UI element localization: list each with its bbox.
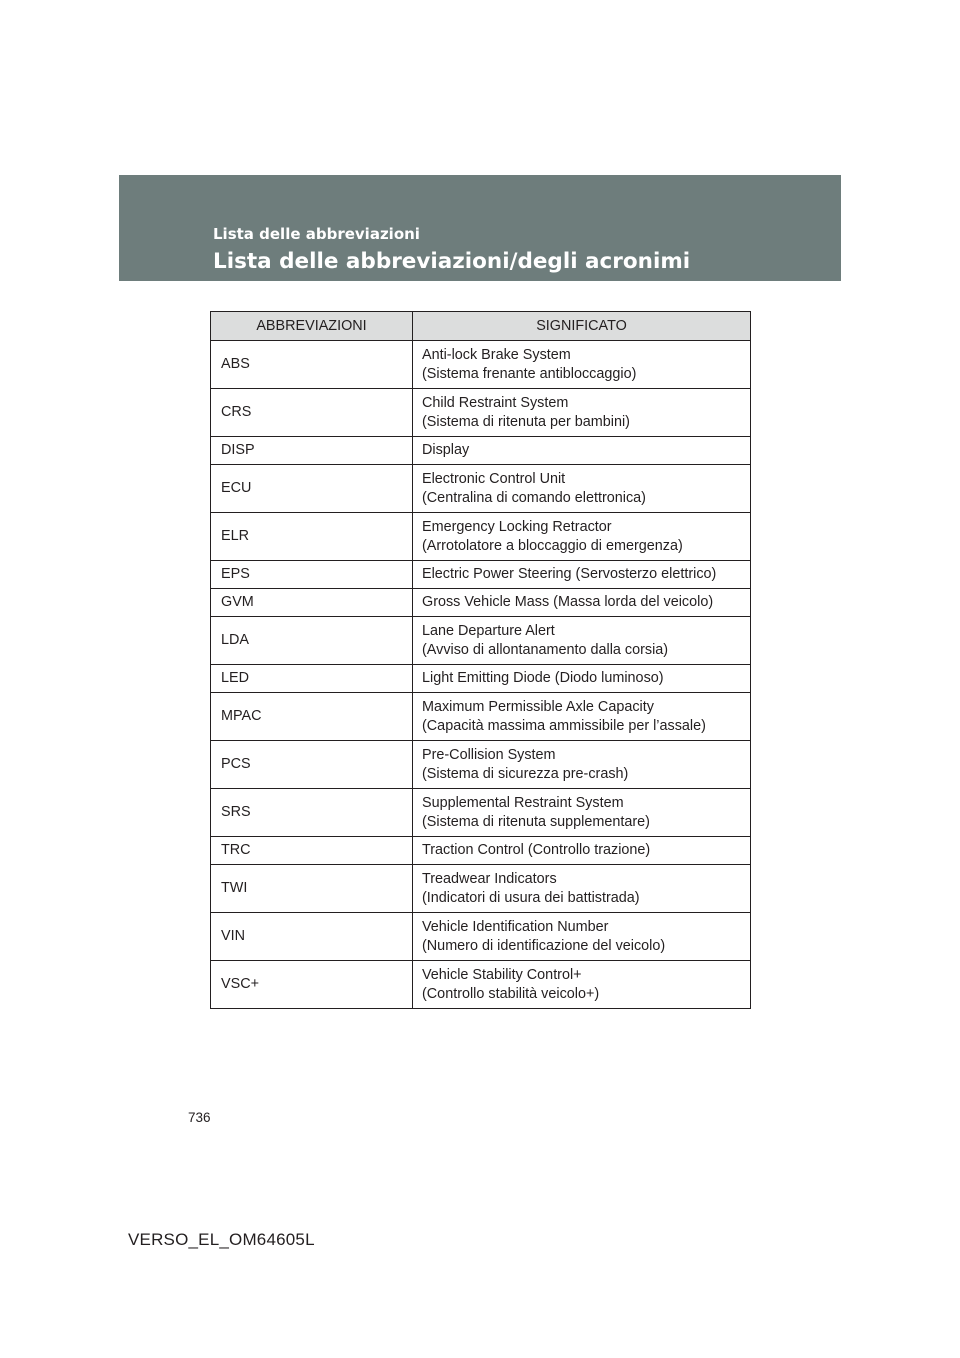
column-header-abbreviations: ABBREVIAZIONI	[211, 312, 413, 341]
abbreviation-cell: GVM	[211, 589, 413, 617]
table-row	[211, 913, 751, 961]
meaning-cell: Gross Vehicle Mass (Massa lorda del veicolo)	[413, 589, 751, 617]
table-row	[211, 561, 751, 589]
meaning-cell: Maximum Permissible Axle Capacity (Capacità massima ammissibile per l’assale)	[413, 693, 751, 741]
meaning-cell: Emergency Locking Retractor (Arrotolatore a bloccaggio di emergenza)	[413, 513, 751, 561]
table-row	[211, 865, 751, 913]
abbreviation-cell: LDA	[211, 617, 413, 665]
meaning-cell: Vehicle Identification Number (Numero di identificazione del veicolo)	[413, 913, 751, 961]
table-row	[211, 741, 751, 789]
table-row	[211, 789, 751, 837]
table-row	[211, 837, 751, 865]
meaning-cell: Anti-lock Brake System (Sistema frenante antibloccaggio)	[413, 341, 751, 389]
table-row	[211, 465, 751, 513]
table-row	[211, 589, 751, 617]
abbreviation-cell: LED	[211, 665, 413, 693]
meaning-cell: Electric Power Steering (Servosterzo elettrico)	[413, 561, 751, 589]
meaning-cell: Light Emitting Diode (Diodo luminoso)	[413, 665, 751, 693]
abbreviation-cell: EPS	[211, 561, 413, 589]
abbreviation-cell: VIN	[211, 913, 413, 961]
table-row	[211, 961, 751, 1009]
abbreviation-cell: ECU	[211, 465, 413, 513]
abbreviation-cell: VSC+	[211, 961, 413, 1009]
section-banner	[119, 175, 841, 281]
abbreviation-cell: TWI	[211, 865, 413, 913]
table-row	[211, 665, 751, 693]
table-row	[211, 341, 751, 389]
document-code: VERSO_EL_OM64605L	[128, 1230, 315, 1249]
abbreviation-cell: TRC	[211, 837, 413, 865]
column-header-meaning: SIGNIFICATO	[413, 312, 751, 341]
page-number: 736	[188, 1110, 211, 1125]
abbreviations-table	[210, 311, 751, 1009]
table-row	[211, 617, 751, 665]
meaning-cell: Treadwear Indicators (Indicatori di usura dei battistrada)	[413, 865, 751, 913]
abbreviation-cell: ABS	[211, 341, 413, 389]
meaning-cell: Child Restraint System (Sistema di ritenuta per bambini)	[413, 389, 751, 437]
table-header-row	[211, 312, 751, 341]
meaning-cell: Lane Departure Alert (Avviso di allontanamento dalla corsia)	[413, 617, 751, 665]
meaning-cell: Display	[413, 437, 751, 465]
abbreviation-cell: MPAC	[211, 693, 413, 741]
table-row	[211, 389, 751, 437]
table-row	[211, 513, 751, 561]
table-row	[211, 693, 751, 741]
abbreviation-cell: ELR	[211, 513, 413, 561]
abbreviation-cell: DISP	[211, 437, 413, 465]
table-row	[211, 437, 751, 465]
meaning-cell: Electronic Control Unit (Centralina di comando elettronica)	[413, 465, 751, 513]
meaning-cell: Supplemental Restraint System (Sistema di ritenuta supplementare)	[413, 789, 751, 837]
section-subtitle: Lista delle abbreviazioni	[213, 225, 420, 243]
meaning-cell: Traction Control (Controllo trazione)	[413, 837, 751, 865]
abbreviation-cell: CRS	[211, 389, 413, 437]
meaning-cell: Vehicle Stability Control+ (Controllo stabilità veicolo+)	[413, 961, 751, 1009]
meaning-cell: Pre-Collision System (Sistema di sicurezza pre-crash)	[413, 741, 751, 789]
page-title: Lista delle abbreviazioni/degli acronimi	[213, 249, 691, 274]
abbreviation-cell: SRS	[211, 789, 413, 837]
abbreviation-cell: PCS	[211, 741, 413, 789]
